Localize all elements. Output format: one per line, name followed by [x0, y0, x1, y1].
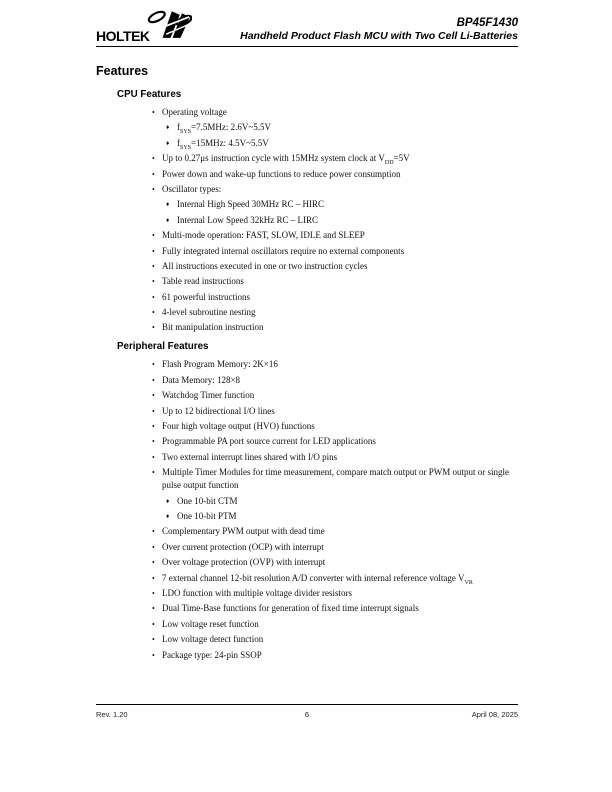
feature-item: [96, 633, 520, 646]
holtek-logo-text: HOLTEK: [96, 28, 150, 44]
feature-item: [96, 275, 520, 288]
diamond-bullet-icon: ♦: [166, 139, 170, 147]
feature-item-text: Multiple Timer Modules for time measurement, compare match output or PWM output or single pulse output function: [162, 467, 509, 491]
feature-item: [96, 168, 520, 181]
footer-revision: Rev. 1.20: [96, 710, 128, 719]
feature-item: [96, 137, 520, 150]
feature-item: [96, 374, 520, 387]
feature-item-text: Complementary PWM output with dead time: [162, 526, 325, 537]
page-content: [96, 64, 520, 669]
feature-item-text: Package type: 24-pin SSOP: [162, 649, 262, 660]
feature-item: [96, 420, 520, 433]
feature-item-text: Oscillator types:: [162, 183, 222, 194]
feature-item-text: Up to 12 bidirectional I/O lines: [162, 405, 275, 416]
feature-item-text: Table read instructions: [162, 276, 244, 287]
dot-bullet-icon: •: [152, 422, 155, 432]
dot-bullet-icon: •: [152, 184, 155, 194]
dot-bullet-icon: •: [152, 360, 155, 370]
peripheral-feature-list: [96, 358, 520, 661]
dot-bullet-icon: •: [152, 588, 155, 598]
dot-bullet-icon: •: [152, 277, 155, 287]
page-footer: [96, 704, 518, 719]
feature-item: [96, 214, 520, 227]
dot-bullet-icon: •: [152, 406, 155, 416]
feature-item: [96, 451, 520, 464]
section-cpu-features: [96, 89, 520, 334]
feature-item: [96, 358, 520, 371]
feature-item-text: Watchdog Timer function: [162, 390, 255, 401]
feature-item: [96, 229, 520, 242]
feature-item-text: Over current protection (OCP) with interrupt: [162, 541, 324, 552]
dot-bullet-icon: •: [152, 323, 155, 333]
feature-item-text: Flash Program Memory: 2K×16: [162, 359, 278, 370]
feature-item: [96, 618, 520, 631]
footer-page-number: 6: [304, 710, 310, 719]
dot-bullet-icon: •: [152, 437, 155, 447]
dot-bullet-icon: •: [152, 635, 155, 645]
section-title-cpu: CPU Features: [117, 89, 182, 100]
header-titles: [240, 17, 518, 43]
feature-item-text: Data Memory: 128×8: [162, 374, 241, 385]
feature-item-text: Dual Time-Base functions for generation of fixed time interrupt signals: [162, 603, 419, 614]
feature-item-text: $f_{SYS}=7.5MHz$: 2.6V~5.5V: [177, 122, 271, 136]
feature-item: [96, 183, 520, 196]
feature-item: [96, 435, 520, 448]
feature-item: [96, 572, 520, 585]
section-title-peripheral: Peripheral Features: [117, 341, 209, 353]
feature-item: [96, 649, 520, 662]
feature-item: [96, 321, 520, 334]
dot-bullet-icon: •: [152, 261, 155, 271]
dot-bullet-icon: •: [152, 292, 155, 302]
feature-item-text: 7 external channel 12-bit resolution A/D converter with internal reference voltage $V_{VR}$: [162, 572, 473, 586]
diamond-bullet-icon: ♦: [166, 216, 170, 224]
holtek-logo: [96, 5, 192, 43]
feature-item-text: 4-level subroutine nesting: [162, 307, 256, 318]
product-name: BP45F1430: [456, 17, 518, 29]
feature-item-text: Bit manipulation instruction: [162, 322, 264, 333]
page-header: [96, 11, 518, 47]
feature-item: [96, 405, 520, 418]
dot-bullet-icon: •: [152, 108, 155, 117]
dot-bullet-icon: •: [152, 527, 155, 537]
footer-date: April 08, 2025: [471, 710, 519, 719]
feature-item: [96, 121, 520, 134]
feature-item: [96, 260, 520, 273]
dot-bullet-icon: •: [152, 468, 155, 478]
diamond-bullet-icon: ♦: [166, 512, 170, 520]
dot-bullet-icon: •: [152, 619, 155, 629]
feature-item: [96, 602, 520, 615]
feature-item-text: Internal Low Speed 32kHz RC – LIRC: [177, 214, 318, 225]
feature-item-text: All instructions executed in one or two instruction cycles: [162, 260, 368, 271]
feature-item: [96, 466, 520, 492]
product-subtitle: Handheld Product Flash MCU with Two Cell Li-Batteries: [240, 30, 518, 42]
feature-item-text: Low voltage detect function: [162, 634, 264, 645]
dot-bullet-icon: •: [152, 308, 155, 318]
dot-bullet-icon: •: [152, 542, 155, 552]
feature-item: [96, 245, 520, 258]
dot-bullet-icon: •: [152, 452, 155, 462]
dot-bullet-icon: •: [152, 246, 155, 256]
dot-bullet-icon: •: [152, 231, 155, 241]
dot-bullet-icon: •: [152, 154, 155, 164]
feature-item-text: Power down and wake-up functions to reduce power consumption: [162, 168, 401, 179]
feature-item-text: $f_{SYS}=15MHz$: 4.5V~5.5V: [177, 137, 269, 151]
feature-item-text: Low voltage reset function: [162, 618, 259, 629]
dot-bullet-icon: •: [152, 604, 155, 614]
feature-item-text: Programmable PA port source current for LED applications: [162, 436, 376, 447]
diamond-bullet-icon: ♦: [166, 124, 170, 132]
feature-item: [96, 106, 520, 119]
feature-item-text: 61 powerful instructions: [162, 291, 250, 302]
dot-bullet-icon: •: [152, 573, 155, 583]
feature-item: [96, 306, 520, 319]
dot-bullet-icon: •: [152, 375, 155, 385]
dot-bullet-icon: •: [152, 650, 155, 660]
dot-bullet-icon: •: [152, 391, 155, 401]
holtek-wings-icon: [146, 5, 192, 44]
feature-item-text: Internal High Speed 30MHz RC – HIRC: [177, 199, 324, 210]
section-peripheral-features: [96, 341, 520, 661]
feature-item: [96, 198, 520, 211]
diamond-bullet-icon: ♦: [166, 201, 170, 209]
feature-item: [96, 510, 520, 523]
feature-item-text: Multi-mode operation: FAST, SLOW, IDLE and SLEEP: [162, 230, 365, 241]
cpu-feature-list: [96, 106, 520, 334]
page-title: Features: [96, 64, 149, 78]
feature-item-text: Four high voltage output (HVO) functions: [162, 421, 315, 432]
feature-item: [96, 587, 520, 600]
dot-bullet-icon: •: [152, 169, 155, 179]
feature-item-text: Fully integrated internal oscillators require no external components: [162, 245, 405, 256]
feature-item-text: One 10-bit PTM: [177, 510, 237, 521]
feature-item: [96, 556, 520, 569]
feature-item-text: Two external interrupt lines shared with I/O pins: [162, 451, 338, 462]
feature-item: [96, 152, 520, 165]
feature-item-text: Over voltage protection (OVP) with interrupt: [162, 557, 326, 568]
feature-item: [96, 525, 520, 538]
feature-item: [96, 389, 520, 402]
feature-item: [96, 541, 520, 554]
feature-item: [96, 291, 520, 304]
dot-bullet-icon: •: [152, 558, 155, 568]
feature-item-text: Operating voltage: [162, 107, 227, 117]
feature-item-text: Up to 0.27μs instruction cycle with 15MHz system clock at $V_{DD}=5V$: [162, 153, 410, 166]
feature-item-text: LDO function with multiple voltage divider resistors: [162, 587, 352, 598]
feature-item-text: One 10-bit CTM: [177, 495, 238, 506]
feature-item: [96, 495, 520, 508]
diamond-bullet-icon: ♦: [166, 497, 170, 505]
